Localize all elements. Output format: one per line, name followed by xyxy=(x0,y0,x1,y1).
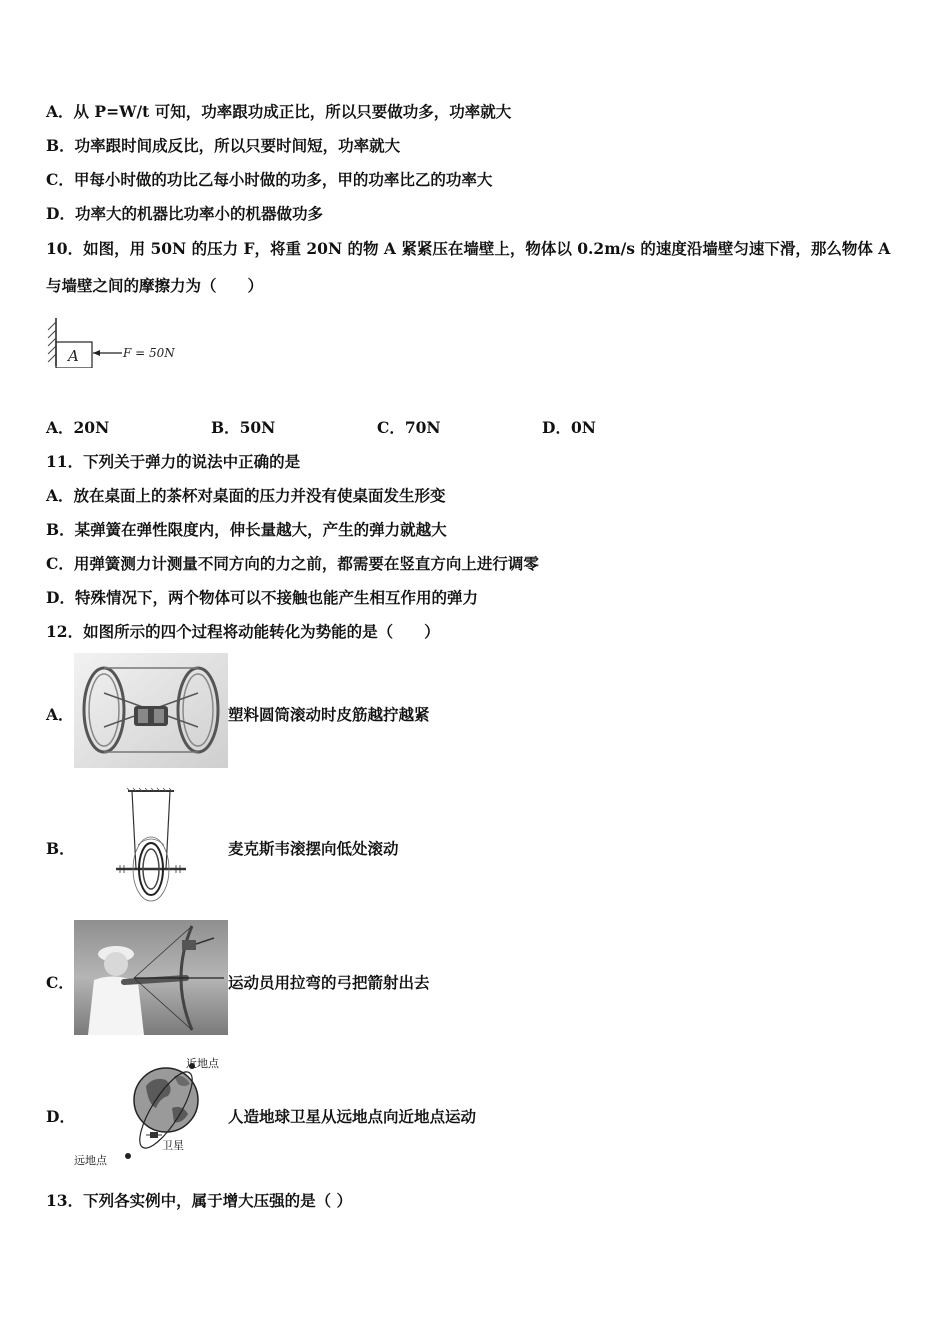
q13-stem: 13．下列各实例中，属于增大压强的是（ ） xyxy=(46,1191,352,1210)
q9-option-b: B．功率跟时间成反比，所以只要时间短，功率就大 xyxy=(46,136,401,155)
q12-option-c-label: C． xyxy=(46,973,74,992)
q11-stem: 11．下列关于弹力的说法中正确的是 xyxy=(46,452,301,471)
q12-stem: 12．如图所示的四个过程将动能转化为势能的是（ ） xyxy=(46,622,440,641)
q9-option-a: A．从 P=W/t 可知，功率跟功成正比，所以只要做功多，功率就大 xyxy=(46,102,512,121)
q11-option-d: D．特殊情况下，两个物体可以不接触也能产生相互作用的弹力 xyxy=(46,588,478,607)
q9-option-c: C．甲每小时做的功比乙每小时做的功多，甲的功率比乙的功率大 xyxy=(46,170,493,189)
perigee-label: 近地点 xyxy=(186,1057,219,1070)
q10-wall-block-figure xyxy=(44,318,194,368)
force-label: F = 50N xyxy=(123,346,175,360)
q9-option-d: D．功率大的机器比功率小的机器做功多 xyxy=(46,204,323,223)
q12-option-a-label: A． xyxy=(46,705,74,724)
plastic-cylinder-image xyxy=(74,653,228,768)
apogee-label: 远地点 xyxy=(74,1154,107,1167)
q10-choice-b: B．50N xyxy=(211,418,276,437)
satellite-orbit-image xyxy=(74,1052,234,1170)
q10-choice-d: D．0N xyxy=(542,418,596,437)
q12-option-d-text: 人造地球卫星从远地点向近地点运动 xyxy=(228,1107,477,1126)
q10-stem-line2: 与墙壁之间的摩擦力为（ ） xyxy=(46,276,264,295)
q11-option-b: B．某弹簧在弹性限度内，伸长量越大，产生的弹力就越大 xyxy=(46,520,447,539)
q10-choice-c: C．70N xyxy=(377,418,441,437)
archer-image xyxy=(74,920,228,1035)
q10-stem-line1: 10．如图，用 50N 的压力 F，将重 20N 的物 A 紧紧压在墙壁上，物体以 0.2m/s 的速度沿墙壁匀速下滑，那么物体 A xyxy=(46,239,891,258)
q10-choice-a: A．20N xyxy=(46,418,110,437)
q12-option-d-label: D． xyxy=(46,1107,75,1126)
q12-option-c-text: 运动员用拉弯的弓把箭射出去 xyxy=(228,973,430,992)
satellite-label: 卫星 xyxy=(162,1139,184,1152)
maxwell-wheel-image xyxy=(110,787,200,902)
q12-option-b-text: 麦克斯韦滚摆向低处滚动 xyxy=(228,839,399,858)
q11-option-a: A．放在桌面上的茶杯对桌面的压力并没有使桌面发生形变 xyxy=(46,486,446,505)
q12-option-b-label: B． xyxy=(46,839,75,858)
q11-option-c: C．用弹簧测力计测量不同方向的力之前，都需要在竖直方向上进行调零 xyxy=(46,554,539,573)
block-a-label: A xyxy=(68,347,79,365)
q12-option-a-text: 塑料圆筒滚动时皮筋越拧越紧 xyxy=(228,705,430,724)
